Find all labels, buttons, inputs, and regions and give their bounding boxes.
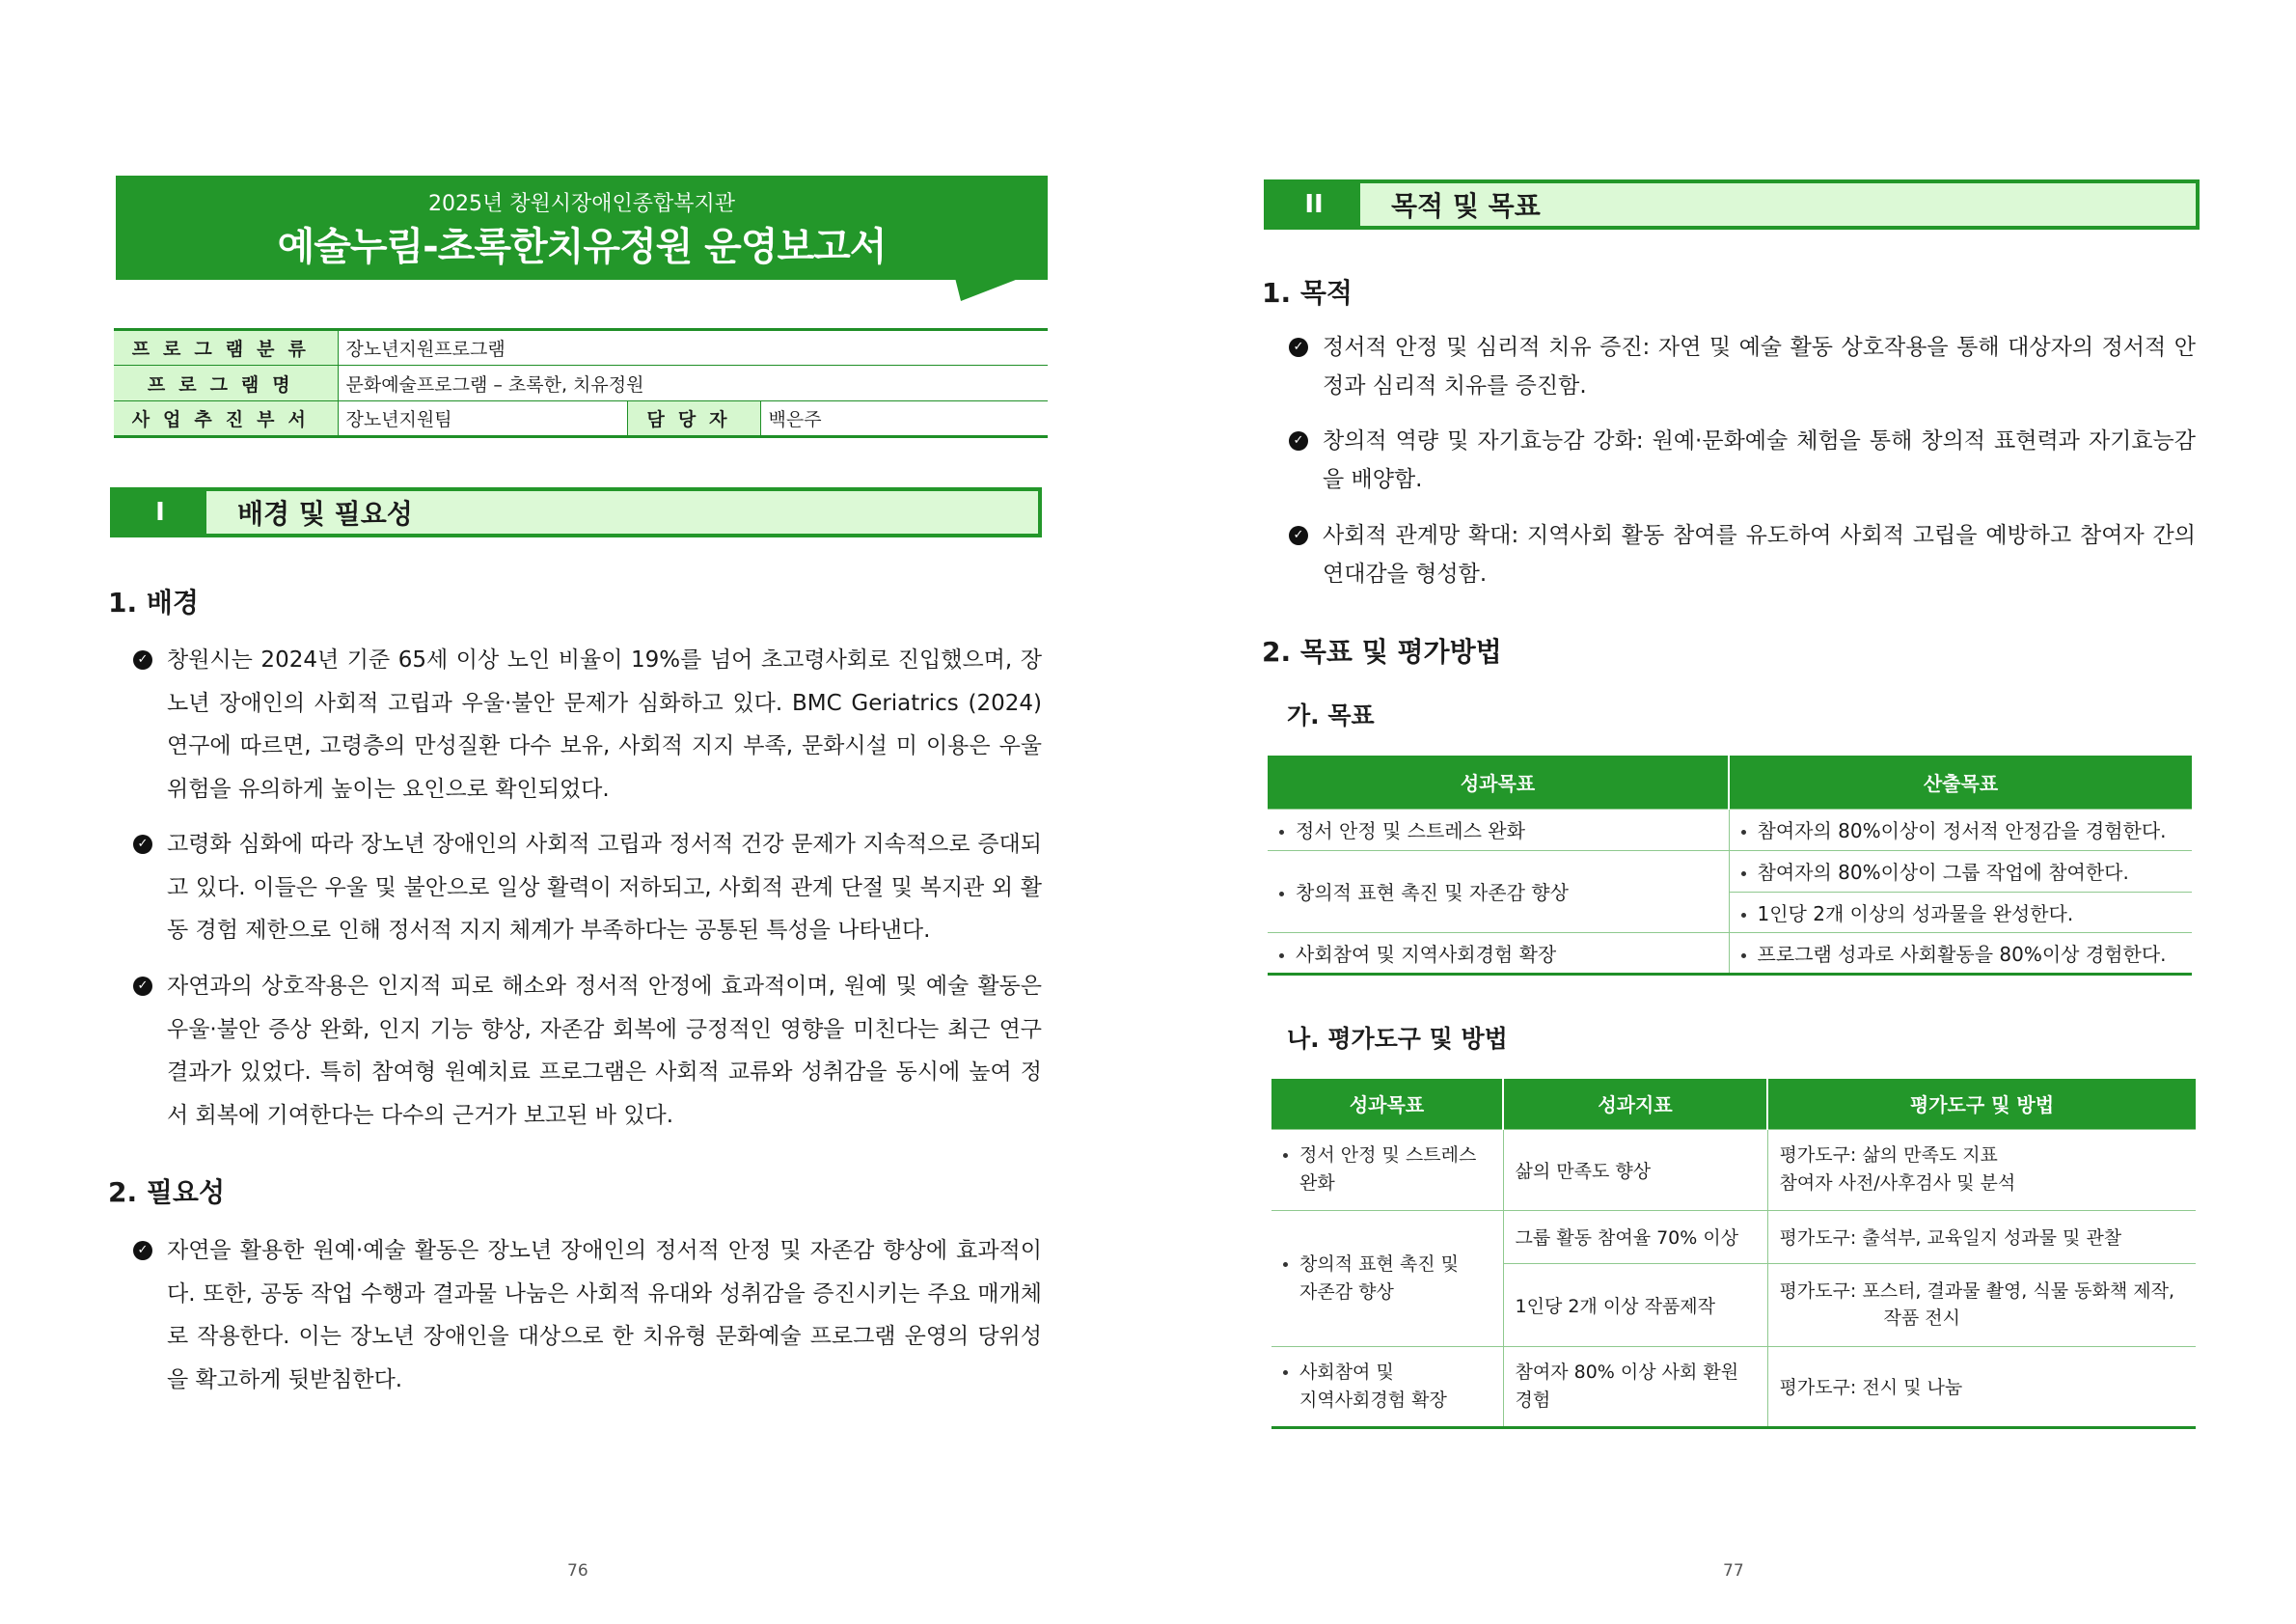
goal-text: 정서 안정 및 스트레스 완화 [1296,819,1525,842]
table-header-row [1271,1079,2196,1129]
method-text: 작품 전시 [1883,1307,1960,1329]
bullet-dot [1741,913,1746,918]
goal-text: 사회참여 및 [1299,1361,1394,1383]
list-item [133,965,1042,1137]
table-row [114,401,1048,437]
evaluation-table [1271,1079,2196,1429]
info-label: 프로그램분류 [114,330,338,366]
table-cell [1729,809,2192,850]
table-cell: 평가도구: 전시 및 나눔 [1767,1346,2196,1427]
table-cell [1268,809,1729,850]
table-cell [1268,850,1729,932]
info-value: 백은주 [768,409,822,430]
report-title: 예술누림-초록한치유정원 운영보고서 [277,225,887,269]
table-row [114,330,1048,366]
goal-text: 자존감 향상 [1299,1280,1394,1303]
table-cell: 삶의 만족도 향상 [1503,1129,1767,1210]
list-item [133,1229,1042,1401]
table-row [1271,1129,2196,1210]
table-cell [1271,1346,1503,1427]
bullet-text: 정서적 안정 및 심리적 치유 증진: 자연 및 예술 활동 상호작용을 통해 대상자의 정서적 안정과 심리적 치유를 증진함. [1323,335,2196,399]
table-cell [1767,1263,2196,1346]
list-item [1289,328,2196,405]
info-label: 프로그램명 [114,366,338,401]
bullet-text: 자연을 활용한 원예·예술 활동은 장노년 장애인의 정서적 안정 및 자존감 향상에 효과적이다. 또한, 공동 작업 수행과 결과물 나눔은 사회적 유대와 성취감을 증진시키는 주요 매개체로 작용한다. 이는 장노년 장애인을 대상으로 한 치유형 문화예술 프로그램 운영의 당위성을 확고하게 뒷받침한다. [167,1238,1042,1392]
info-value: 장노년지원팀 [345,409,452,430]
page-number: 76 [567,1561,588,1581]
output-text: 1인당 2개 이상의 성과물을 완성한다. [1757,901,2074,925]
eval-heading: 나. 평가도구 및 방법 [1287,1025,1508,1053]
bullet-dot [1279,953,1284,958]
page-number: 77 [1723,1561,1744,1581]
output-text: 프로그램 성과로 사회활동을 80%이상 경험한다. [1757,942,2167,966]
section-number: I [114,491,206,534]
column-header: 평가도구 및 방법 [1767,1079,2196,1129]
goal-text: 지역사회경험 확장 [1299,1389,1447,1411]
indicator-text: 참여자 80% 이상 사회 환원 [1515,1361,1739,1383]
table-row [1271,1346,2196,1427]
subheading-goals: 2. 목표 및 평가방법 [1262,636,1502,668]
output-text: 참여자의 80%이상이 정서적 안정감을 경험한다. [1757,819,2167,842]
section-title: 배경 및 필요성 [237,498,413,530]
bullet-text: 자연과의 상호작용은 인지적 피로 해소와 정서적 안정에 효과적이며, 원예 및 예술 활동은 우울·불안 증상 완화, 인지 기능 향상, 자존감 회복에 긍정적인 영향을 미친다는 최근 연구 결과가 있었다. 특히 참여형 원예치료 프로그램은 사회적 교류와 성취감을 동시에 높여 정서 회복에 기여한다는 다수의 근거가 보고된 바 있다. [167,974,1042,1128]
bullet-dot [1741,871,1746,876]
table-cell [1503,1346,1767,1427]
column-header: 성과목표 [1271,1079,1503,1129]
subheading-purpose: 1. 목적 [1262,277,1353,309]
report-banner [116,176,1048,280]
subheading-background: 1. 배경 [108,587,199,619]
check-circle-icon: ✓ [1289,431,1308,451]
subheading-necessity: 2. 필요성 [108,1176,226,1208]
bullet-dot [1283,1262,1288,1267]
page-right [1148,0,2296,1624]
table-cell [1271,1210,1503,1346]
bullet-dot [1283,1153,1288,1158]
column-header: 성과지표 [1503,1079,1767,1129]
table-row [1268,932,2192,974]
bullet-dot [1741,830,1746,835]
indicator-text: 경험 [1515,1389,1551,1411]
table-row [1271,1210,2196,1263]
goal-heading: 가. 목표 [1287,702,1375,729]
check-circle-icon: ✓ [133,977,152,996]
list-item [133,639,1042,811]
table-row [1268,850,2192,892]
bullet-dot [1283,1370,1288,1375]
goal-text: 창의적 표현 촉진 및 자존감 향상 [1296,881,1569,904]
banner-tail [955,278,1021,301]
table-cell: 평가도구: 출석부, 교육일지 성과물 및 관찰 [1767,1210,2196,1263]
bullet-text: 사회적 관계망 확대: 지역사회 활동 참여를 유도하여 사회적 고립을 예방하고 참여자 간의 연대감을 형성함. [1323,523,2196,587]
bullet-text: 고령화 심화에 따라 장노년 장애인의 사회적 고립과 정서적 건강 문제가 지속적으로 증대되고 있다. 이들은 우울 및 불안으로 일상 활력이 저하되고, 사회적 관계 단절 및 복지관 외 활동 경험 제한으로 인해 정서적 지지 체계가 부족하다는 공통된 특성을 나타낸다. [167,832,1042,943]
program-info-table [114,328,1048,438]
goal-text: 사회참여 및 지역사회경험 확장 [1296,942,1557,966]
list-item [1289,422,2196,499]
list-item [133,823,1042,952]
check-circle-icon: ✓ [133,835,152,854]
table-cell [1271,1129,1503,1210]
list-item [1289,516,2196,593]
report-subtitle: 2025년 창원시장애인종합복지관 [427,192,735,216]
bullet-text: 창의적 역량 및 자기효능감 강화: 원예·문화예술 체험을 통해 창의적 표현력과 자기효능감을 배양함. [1323,428,2196,492]
goal-text: 완화 [1299,1172,1335,1194]
check-circle-icon: ✓ [133,1241,152,1260]
method-text: 참여자 사전/사후검사 및 분석 [1779,1172,2016,1194]
goal-text: 창의적 표현 촉진 및 [1299,1252,1459,1275]
info-value: 문화예술프로그램 – 초록한, 치유정원 [338,366,1048,401]
table-header-row [1268,756,2192,809]
goal-table [1268,756,2192,976]
method-text: 평가도구: 포스터, 결과물 촬영, 식물 동화책 제작, [1779,1280,2174,1302]
check-circle-icon: ✓ [133,650,152,670]
section-header-2 [1264,179,2200,230]
table-cell [1729,850,2192,892]
check-circle-icon: ✓ [1289,526,1308,545]
info-label: 담당자 [627,401,760,437]
info-label: 사업추진부서 [114,401,338,437]
bullet-dot [1279,892,1284,896]
info-value: 장노년지원프로그램 [338,330,1048,366]
check-circle-icon: ✓ [1289,338,1308,357]
table-row [114,366,1048,401]
section-number: II [1268,183,1360,226]
table-cell [1767,1129,2196,1210]
section-header-1 [110,487,1042,537]
bullet-dot [1741,953,1746,958]
table-cell [1729,892,2192,932]
column-header: 산출목표 [1729,756,2192,809]
bullet-text: 창원시는 2024년 기준 65세 이상 노인 비율이 19%를 넘어 초고령사회로 진입했으며, 장노년 장애인의 사회적 고립과 우울·불안 문제가 심화하고 있다. BMC Geriatrics (2024) 연구에 따르면, 고령층의 만성질환 다수 보유, 사회적 지지 부족, 문화시설 미 이용은 우울 위험을 유의하게 높이는 요인으로 확인되었다. [167,647,1042,802]
bullet-dot [1279,830,1284,835]
goal-text: 정서 안정 및 스트레스 [1299,1144,1477,1166]
table-row [1268,809,2192,850]
table-cell: 1인당 2개 이상 작품제작 [1503,1263,1767,1346]
table-cell: 그룹 활동 참여율 70% 이상 [1503,1210,1767,1263]
output-text: 참여자의 80%이상이 그룹 작업에 참여한다. [1757,861,2129,884]
column-header: 성과목표 [1268,756,1729,809]
table-cell [1268,932,1729,974]
table-cell [1729,932,2192,974]
section-title: 목적 및 목표 [1391,190,1541,222]
method-text: 평가도구: 삶의 만족도 지표 [1779,1144,1998,1166]
